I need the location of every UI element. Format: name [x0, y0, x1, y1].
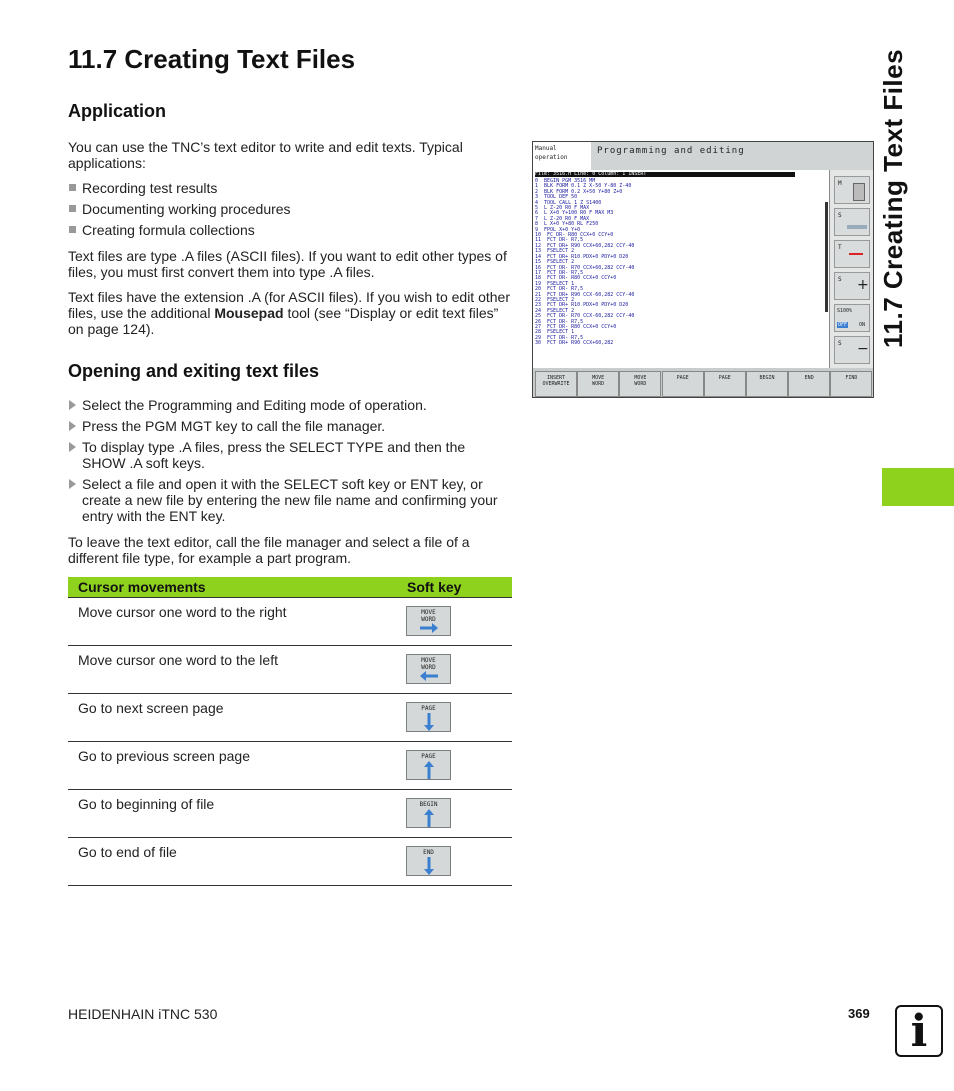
softkey-move-right[interactable]: MOVE WORD	[406, 606, 451, 636]
arrow-right-icon	[69, 421, 76, 431]
application-intro: You can use the TNC’s text editor to write and edit texts. Typical applications:	[68, 139, 463, 171]
program-line: 8 L X+0 Y+80 RL F250	[535, 221, 599, 228]
softkey-s100[interactable]: S100% OFF ON	[834, 304, 870, 332]
arrow-right-icon	[69, 400, 76, 410]
list-item: Recording test results	[68, 180, 512, 196]
program-line: 22 FSELECT 2	[535, 296, 575, 303]
minus-icon: −	[857, 341, 869, 357]
arrow-right-icon	[419, 623, 439, 633]
step-item: Select a file and open it with the SELECT soft key or ENT key, or create a new file by entering the new file name and confirming your entry with the ENT key.	[68, 476, 512, 524]
program-line: 17 FCT DR- R7,5	[535, 269, 584, 276]
softkey-s-plus[interactable]: S +	[834, 272, 870, 300]
table-row	[68, 694, 512, 742]
list-item: Creating formula collections	[68, 222, 512, 238]
program-line: 16 FCT DR- R70 CCX+60,282 CCY-40	[535, 264, 635, 271]
program-line: 7 L Z-20 R0 F MAX	[535, 215, 590, 222]
program-line: 2 BLK FORM 0.2 X+50 Y+80 Z+0	[535, 188, 623, 195]
program-window	[533, 170, 829, 368]
screen-softkey-7[interactable]: FIND	[830, 371, 872, 397]
program-line: 4 TOOL CALL 1 Z S1400	[535, 199, 602, 206]
table-row	[68, 838, 512, 886]
arrow-down-icon	[424, 856, 434, 876]
program-line: 27 FCT DR- R80 CCX+0 CCY+0	[535, 323, 617, 330]
table-row	[68, 742, 512, 790]
softkey-begin-up[interactable]: BEGIN	[406, 798, 451, 828]
program-line: 1 BLK FORM 0.1 Z X-50 Y-80 Z-40	[535, 183, 632, 190]
screen-softkey-4[interactable]: PAGE	[704, 371, 746, 397]
program-line: 19 FSELECT 1	[535, 280, 575, 287]
cursor-table	[68, 577, 512, 886]
program-line: 15 FSELECT 2	[535, 259, 575, 266]
program-line: 26 FCT DR- R7,5	[535, 318, 584, 325]
program-line: 9 FPOL X+0 Y+0	[535, 226, 581, 233]
column-header-cursor: Cursor movements	[78, 579, 206, 595]
table-row	[68, 790, 512, 838]
step-item: Select the Programming and Editing mode of operation.	[68, 397, 512, 413]
program-line: 10 FC DR- R80 CCX+0 CCY+0	[535, 232, 614, 239]
bullet-icon	[69, 226, 76, 233]
program-line: 13 FSELECT 2	[535, 248, 575, 255]
row-label: Move cursor one word to the right	[78, 604, 287, 620]
program-line: 24 FSELECT 2	[535, 307, 575, 314]
program-line: 14 FCT DR+ R10 PDX+0 PDY+0 D20	[535, 253, 629, 260]
program-line: 6 L X+0 Y+100 R0 F MAX M3	[535, 210, 614, 217]
paragraph-ascii: Text files are type .A files (ASCII files). If you want to edit other types of files, you must first convert them into type .A files.	[68, 248, 507, 280]
row-label: Go to beginning of file	[78, 796, 215, 812]
row-label: Go to previous screen page	[78, 748, 250, 764]
step-item: To display type .A files, press the SELECT TYPE and then the SHOW .A soft keys.	[68, 439, 512, 471]
plus-icon: +	[857, 277, 869, 293]
program-line: 11 FCT DR- R7,5	[535, 237, 584, 244]
side-chapter-title: 11.7 Creating Text Files	[878, 48, 908, 348]
paragraph-leave: To leave the text editor, call the file manager and select a file of a different file type, for example a part program.	[68, 534, 470, 566]
chapter-tab	[882, 468, 954, 506]
program-line: 21 FCT DR+ R90 CCX-60,282 CCY-40	[535, 291, 635, 298]
arrow-right-icon	[69, 442, 76, 452]
program-line: 30 FCT DR+ R90 CCX+60,282	[535, 340, 614, 347]
table-row	[68, 597, 512, 646]
softkey-t[interactable]: T	[834, 240, 870, 268]
list-item: Documenting working procedures	[68, 201, 512, 217]
step-item: Press the PGM MGT key to call the file manager.	[68, 418, 512, 434]
vertical-softkey-panel	[829, 170, 874, 368]
screen-softkey-1[interactable]: MOVE WORD	[577, 371, 619, 397]
scrollbar[interactable]	[825, 202, 828, 312]
softkey-page-up[interactable]: PAGE	[406, 750, 451, 780]
softkey-s-minus[interactable]: S −	[834, 336, 870, 364]
row-label: Go to end of file	[78, 844, 177, 860]
column-header-softkey: Soft key	[407, 579, 462, 595]
mode-programming: Programming and editing	[591, 142, 873, 170]
program-line: 5 L Z-20 R0 F MAX	[535, 205, 590, 212]
row-label: Move cursor one word to the left	[78, 652, 278, 668]
tnc-screenshot	[532, 141, 874, 398]
softkey-end-down[interactable]: END	[406, 846, 451, 876]
application-heading: Application	[68, 101, 166, 121]
editor-status-bar: File: 3516.H Line: 0 Column: 1 INSERT	[535, 172, 795, 177]
program-line: 28 FSELECT 1	[535, 329, 575, 336]
bullet-icon	[69, 184, 76, 191]
page-number: 369	[848, 1006, 870, 1021]
bullet-icon	[69, 205, 76, 212]
arrow-down-icon	[424, 712, 434, 732]
table-row	[68, 646, 512, 694]
program-line: 20 FCT DR- R7,5	[535, 286, 584, 293]
program-line: 18 FCT DR- R80 CCX+0 CCY+0	[535, 275, 617, 282]
screen-softkey-3[interactable]: PAGE	[662, 371, 704, 397]
program-line: 0 BEGIN PGM 3516 MM	[535, 178, 596, 184]
arrow-left-icon	[419, 671, 439, 681]
paragraph-extension: Text files have the extension .A (for ASCII files). If you wish to edit other files, use the additional Mousepad tool (see “Display or edit text files” on page 124).	[68, 289, 510, 337]
softkey-m[interactable]: M	[834, 176, 870, 204]
program-line: 29 FCT DR- R7,5	[535, 334, 584, 341]
screen-softkey-5[interactable]: BEGIN	[746, 371, 788, 397]
program-line: 25 FCT DR- R70 CCX-60,282 CCY-40	[535, 313, 635, 320]
program-lines	[535, 179, 634, 347]
opening-heading: Opening and exiting text files	[68, 361, 320, 381]
page-title: 11.7 Creating Text Files	[68, 44, 356, 74]
info-icon: i	[895, 1005, 943, 1057]
arrow-up-icon	[424, 760, 434, 780]
footer-brand: HEIDENHAIN iTNC 530	[68, 1006, 218, 1022]
screen-softkey-2[interactable]: MOVE WORD	[619, 371, 661, 397]
program-line: 12 FCT DR+ R90 CCX+60,282 CCY-40	[535, 242, 635, 249]
arrow-right-icon	[69, 479, 76, 489]
screen-softkey-0[interactable]: INSERT OVERWRITE	[535, 371, 577, 397]
softkey-move-left[interactable]: MOVE WORD	[406, 654, 451, 684]
mode-manual: Manual operation	[533, 142, 591, 170]
program-line: 3 TOOL DEF 50	[535, 194, 578, 201]
row-label: Go to next screen page	[78, 700, 224, 716]
table-header	[68, 577, 512, 597]
program-line: 23 FCT DR+ R10 PDX+0 PDY+0 D20	[535, 302, 629, 309]
softkey-page-down[interactable]: PAGE	[406, 702, 451, 732]
softkey-s[interactable]: S	[834, 208, 870, 236]
arrow-up-icon	[424, 808, 434, 828]
screen-softkey-6[interactable]: END	[788, 371, 830, 397]
